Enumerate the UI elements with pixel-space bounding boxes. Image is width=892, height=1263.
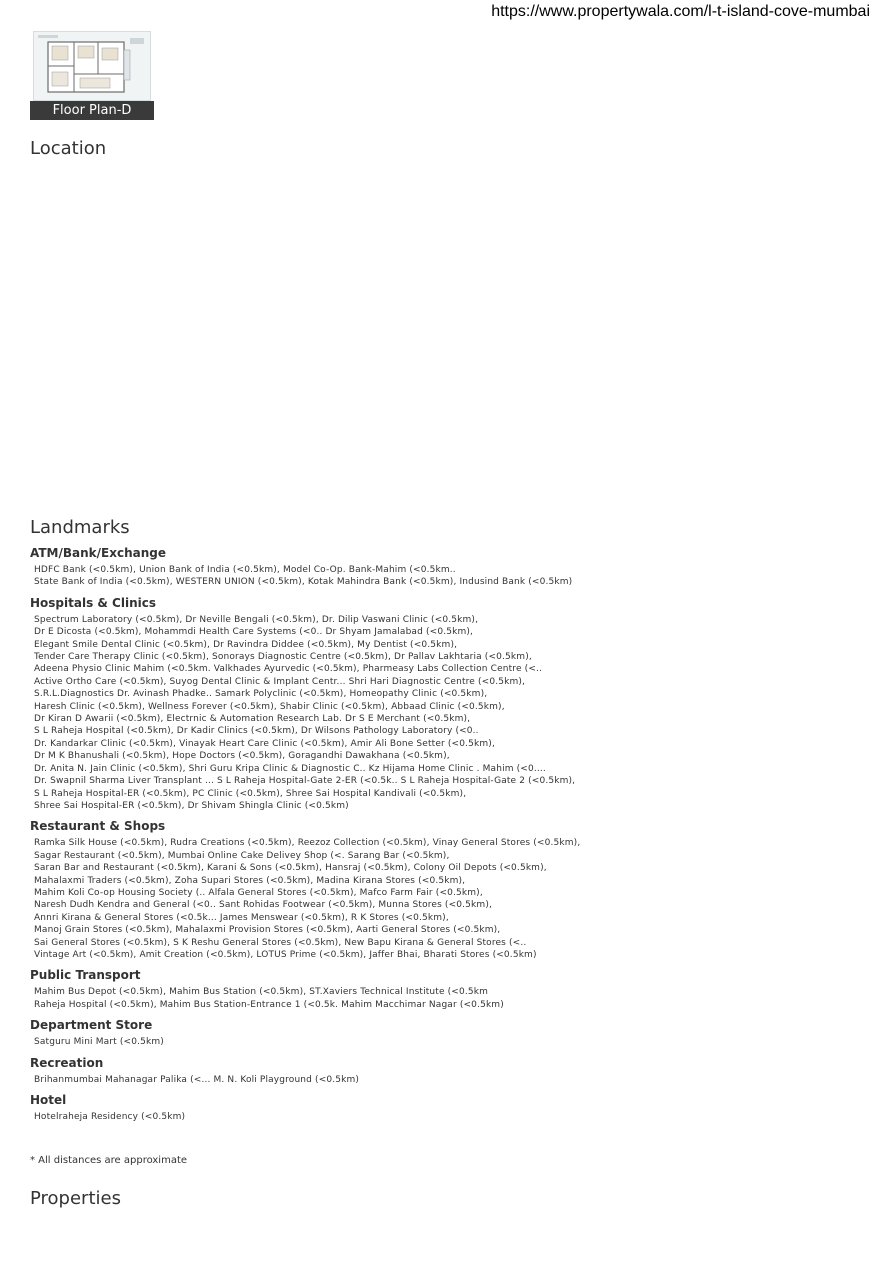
landmark-line: S L Raheja Hospital-ER (<0.5km), PC Clinic (<0.5km), Shree Sai Hospital Kandivali (<0.5km), [34, 788, 467, 799]
floor-plan-caption: Floor Plan-D [30, 101, 154, 120]
category-title: Hotel [30, 1093, 67, 1107]
landmark-line: Dr. Swapnil Sharma Liver Transplant ... S L Raheja Hospital-Gate 2-ER (<0.5k.. S L Raheja Hospital-Gate 2 (<0.5km), [34, 776, 576, 787]
landmark-line: Spectrum Laboratory (<0.5km), Dr Neville Bengali (<0.5km), Dr. Dilip Vaswani Clinic (<0.5km), [34, 614, 479, 625]
landmark-line: Annri Kirana & General Stores (<0.5k... James Menswear (<0.5km), R K Stores (<0.5km), [34, 912, 449, 923]
category-title: Department Store [30, 1018, 153, 1033]
landmark-category-hospitals [30, 595, 870, 813]
category-title: Restaurant & Shops [30, 819, 166, 834]
landmark-line: Sai General Stores (<0.5km), S K Reshu General Stores (<0.5km), New Bapu Kirana & General Stores (<.. [34, 937, 527, 948]
landmark-line: S.R.L.Diagnostics Dr. Avinash Phadke.. Samark Polyclinic (<0.5km), Homeopathy Clinic (<0.5km), [34, 689, 488, 700]
distance-note: * All distances are approximate [30, 1155, 188, 1166]
landmark-category-department-store [30, 1017, 870, 1048]
floor-plan-thumbnail[interactable] [30, 31, 154, 119]
landmark-line: Tender Care Therapy Clinic (<0.5km), Sonorays Diagnostic Centre (<0.5km), Dr Pallav Lakhtaria (<0.5km), [34, 652, 532, 663]
landmark-line: Satguru Mini Mart (<0.5km) [34, 1037, 164, 1048]
category-title: Hospitals & Clinics [30, 595, 156, 610]
landmark-line: Sagar Restaurant (<0.5km), Mumbai Online Cake Delivey Shop (<. Sarang Bar (<0.5km), [34, 850, 450, 861]
landmark-category-transport [30, 967, 870, 1011]
landmark-line: Mahim Bus Depot (<0.5km), Mahim Bus Station (<0.5km), ST.Xaviers Technical Institute (<0.5km [34, 987, 489, 998]
landmark-line: Active Ortho Care (<0.5km), Suyog Dental Clinic & Implant Centr... Shri Hari Diagnostic Centre (<0.5km), [34, 676, 526, 687]
location-heading: Location [30, 138, 107, 159]
landmark-line: S L Raheja Hospital (<0.5km), Dr Kadir Clinics (<0.5km), Dr Wilsons Pathology Laboratory (<0.. [34, 726, 479, 737]
landmark-line: Vintage Art (<0.5km), Amit Creation (<0.5km), LOTUS Prime (<0.5km), Jaffer Bhai, Bharati Stores (<0.5km) [34, 949, 537, 960]
landmark-line: Haresh Clinic (<0.5km), Wellness Forever (<0.5km), Shabir Clinic (<0.5km), Abbaad Clinic (<0.5km), [34, 701, 505, 712]
landmarks-heading: Landmarks [30, 517, 130, 538]
category-title: ATM/Bank/Exchange [30, 546, 166, 560]
landmark-line: Manoj Grain Stores (<0.5km), Mahalaxmi Provision Stores (<0.5km), Aarti General Stores (<0.5km), [34, 925, 501, 936]
landmark-line: State Bank of India (<0.5km), WESTERN UNION (<0.5km), Kotak Mahindra Bank (<0.5km), Indusind Bank (<0.5km) [34, 577, 573, 588]
landmark-line: Ramka Silk House (<0.5km), Rudra Creations (<0.5km), Reezoz Collection (<0.5km), Vinay General Stores (<0.5km), [34, 838, 581, 849]
landmark-line: Dr. Kandarkar Clinic (<0.5km), Vinayak Heart Care Clinic (<0.5km), Amir Ali Bone Setter (<0.5km), [34, 738, 495, 749]
landmarks-list [30, 545, 870, 1129]
page-url[interactable]: https://www.propertywala.com/l-t-island-cove-mumbai [491, 3, 870, 20]
landmark-line: Hotelraheja Residency (<0.5km) [34, 1112, 186, 1122]
category-title: Public Transport [30, 968, 141, 983]
landmark-line: Mahalaxmi Traders (<0.5km), Zoha Supari Stores (<0.5km), Madina Kirana Stores (<0.5km), [34, 875, 466, 886]
landmark-category-hotel [30, 1092, 870, 1123]
landmark-line: Dr. Anita N. Jain Clinic (<0.5km), Shri Guru Kripa Clinic & Diagnostic C.. Kz Hijama Home Clinic . Mahim (<0.... [34, 763, 546, 774]
landmark-line: Dr E Dicosta (<0.5km), Mohammdi Health Care Systems (<0.. Dr Shyam Jamalabad (<0.5km), [34, 627, 474, 638]
landmark-line: Mahim Koli Co-op Housing Society (.. Alfala General Stores (<0.5km), Mafco Farm Fair (<0.5km), [34, 887, 483, 898]
landmark-line: Brihanmumbai Mahanagar Palika (<... M. N. Koli Playground (<0.5km) [34, 1074, 360, 1085]
landmark-category-recreation [30, 1055, 870, 1086]
category-title: Recreation [30, 1055, 104, 1070]
landmark-line: Elegant Smile Dental Clinic (<0.5km), Dr Ravindra Diddee (<0.5km), My Dentist (<0.5km), [34, 639, 458, 650]
landmark-line: Adeena Physio Clinic Mahim (<0.5km. Valkhades Ayurvedic (<0.5km), Pharmeasy Labs Collection Centre (<.. [34, 664, 543, 675]
landmark-line: Naresh Dudh Kendra and General (<0.. Sant Rohidas Footwear (<0.5km), Munna Stores (<0.5km), [34, 900, 492, 911]
properties-heading: Properties [30, 1188, 121, 1209]
landmark-line: Dr M K Bhanushali (<0.5km), Hope Doctors (<0.5km), Goragandhi Dawakhana (<0.5km), [34, 751, 450, 762]
landmark-category-restaurants [30, 818, 870, 961]
landmark-category-atm [30, 545, 870, 589]
landmark-line: HDFC Bank (<0.5km), Union Bank of India (<0.5km), Model Co-Op. Bank-Mahim (<0.5km.. [34, 565, 456, 575]
floor-plan-image[interactable] [33, 31, 151, 101]
landmark-line: Saran Bar and Restaurant (<0.5km), Karani & Sons (<0.5km), Hansraj (<0.5km), Colony Oil Depots (<0.5km), [34, 863, 547, 874]
landmark-line: Raheja Hospital (<0.5km), Mahim Bus Station-Entrance 1 (<0.5k. Mahim Macchimar Nagar (<0.5km) [34, 999, 504, 1010]
landmark-line: Dr Kiran D Awarii (<0.5km), Electrnic & Automation Research Lab. Dr S E Merchant (<0.5km), [34, 714, 471, 725]
landmark-line: Shree Sai Hospital-ER (<0.5km), Dr Shivam Shingla Clinic (<0.5km) [34, 800, 349, 811]
